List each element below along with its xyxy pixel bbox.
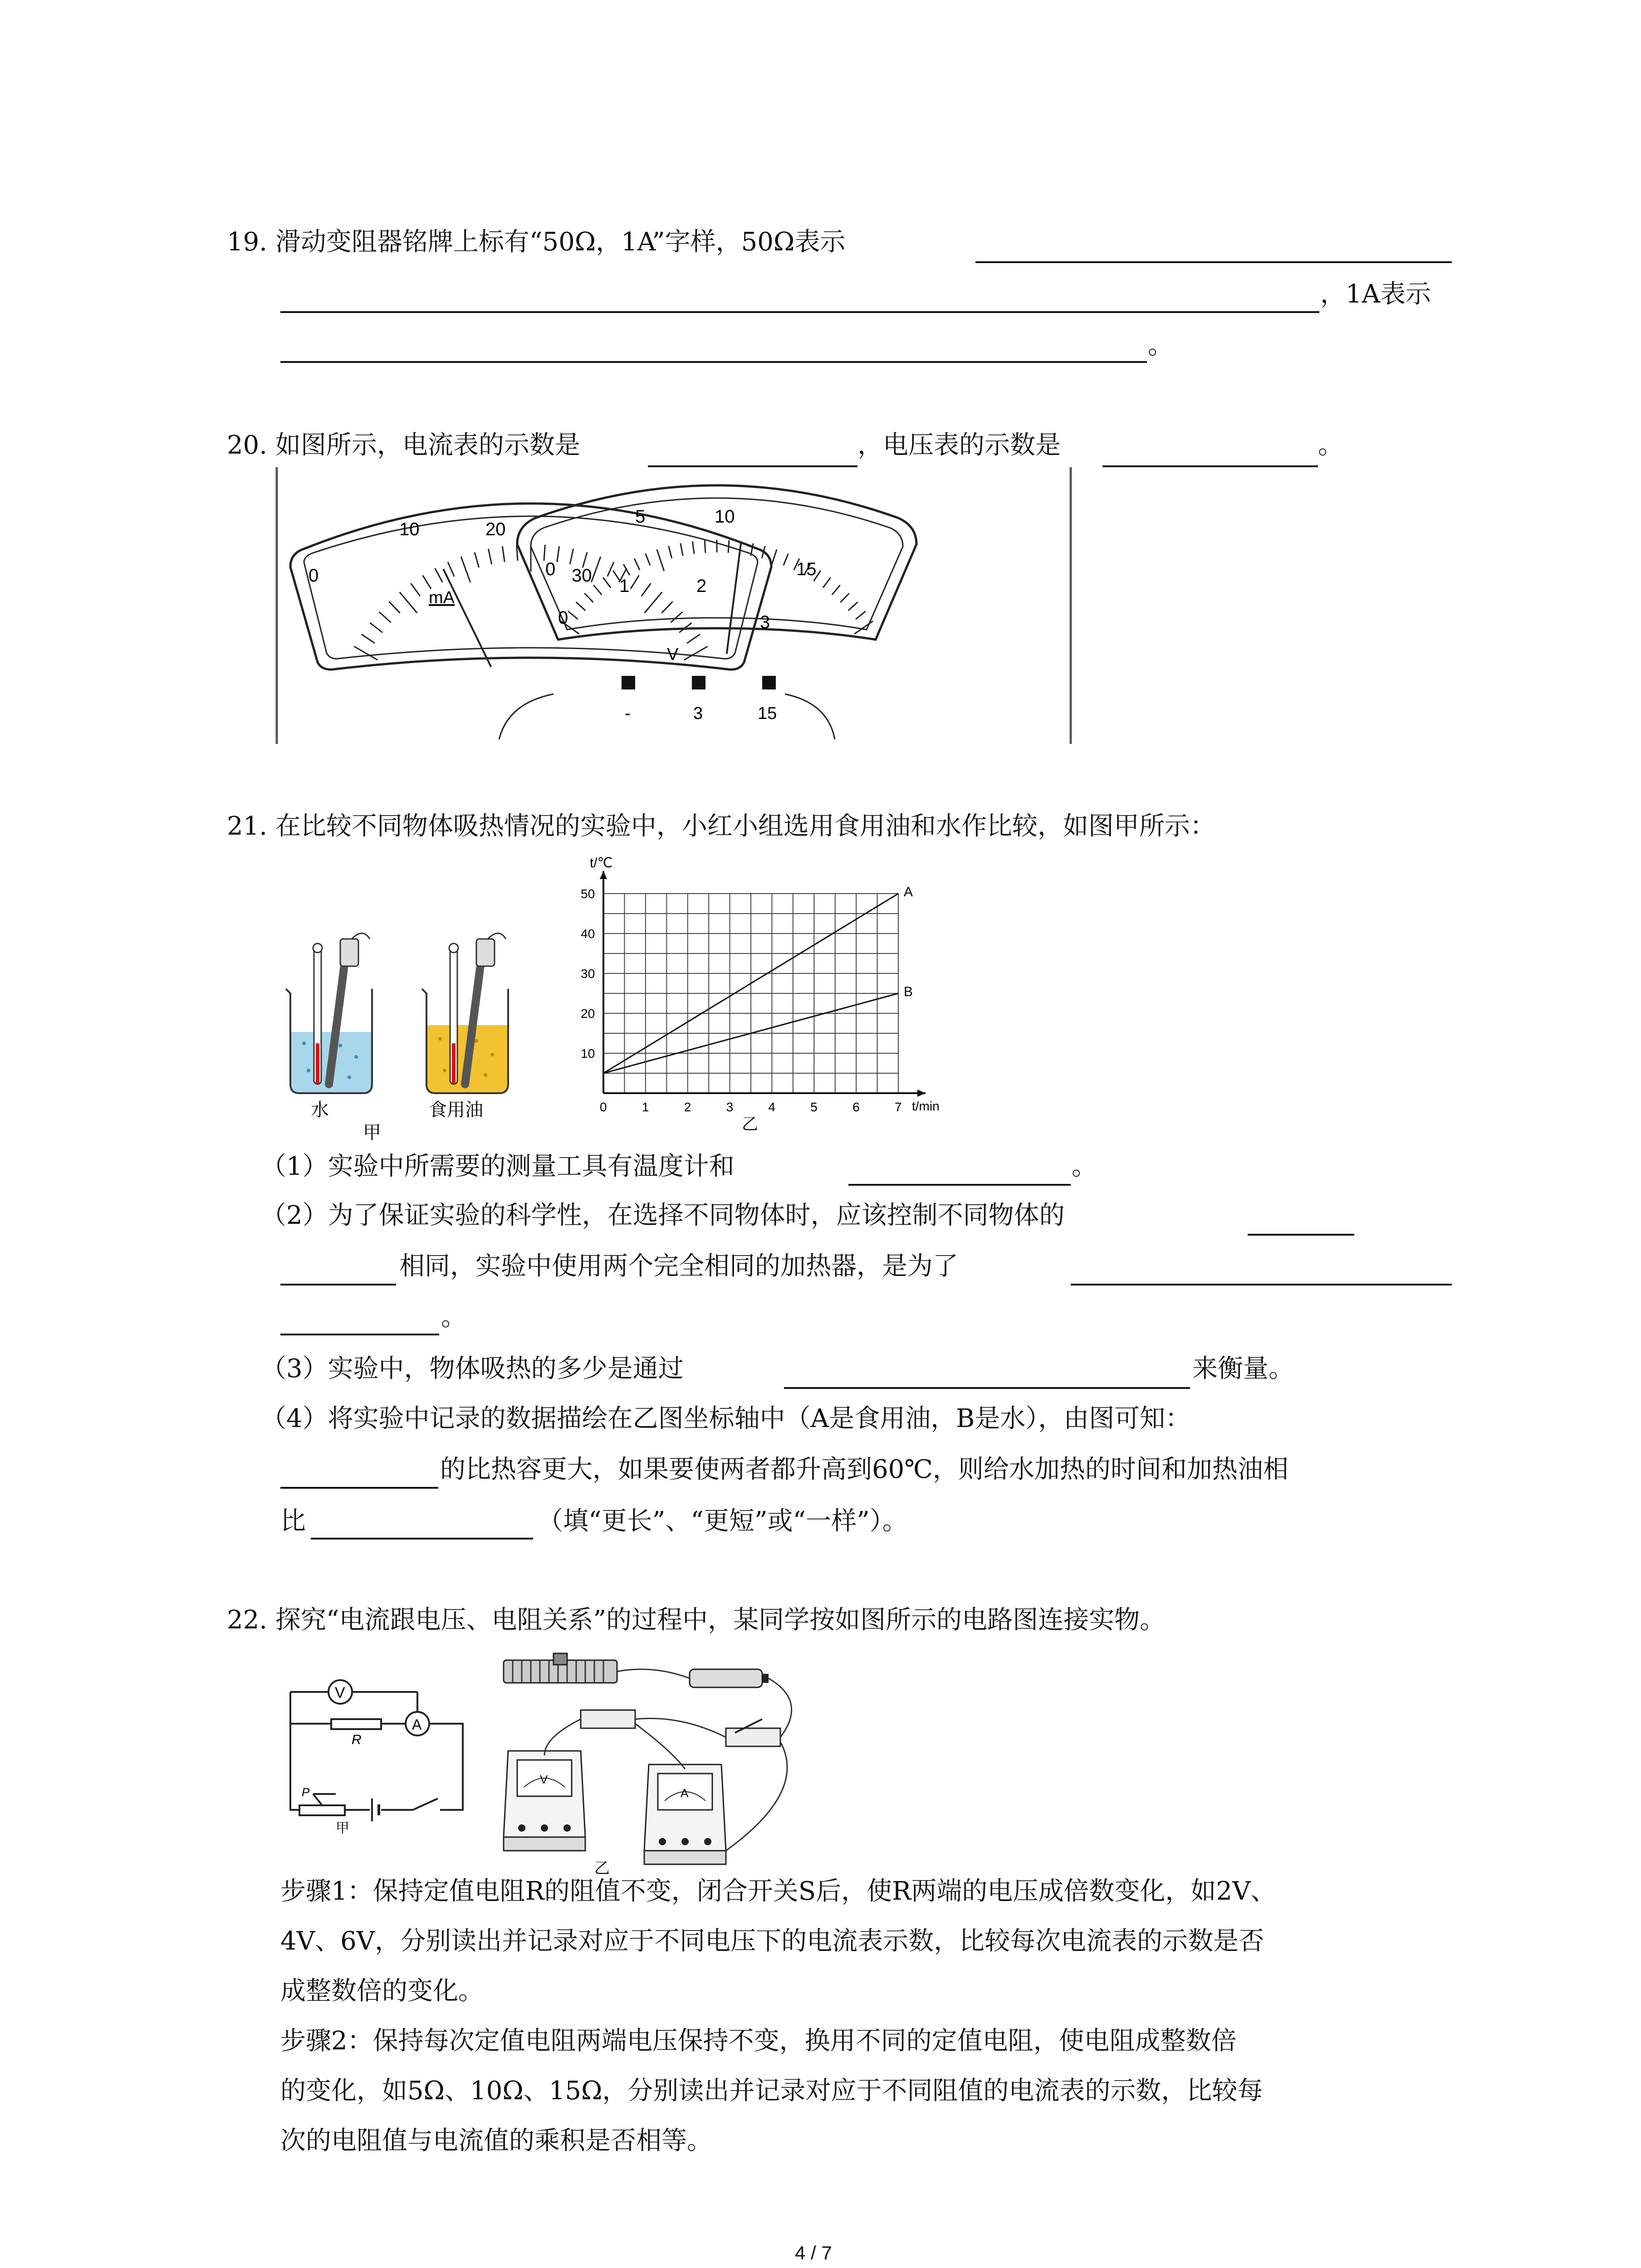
q19-blank-3[interactable] bbox=[280, 361, 1147, 363]
voltmeter-terminal-neg-icon[interactable] bbox=[622, 676, 635, 689]
q21-p4-d: （填“更长”、“更短”或“一样”）。 bbox=[538, 1506, 908, 1536]
scale-tick bbox=[593, 585, 602, 595]
circuit-slider-label: P bbox=[302, 1785, 310, 1799]
q21-p4-c: 比 bbox=[280, 1506, 306, 1536]
scale-tick bbox=[461, 557, 470, 582]
svg-text:V: V bbox=[540, 1773, 548, 1786]
scale-tick bbox=[435, 568, 442, 582]
scale-tick bbox=[423, 575, 431, 589]
q21-p4-a: （4）将实验中记录的数据描绘在乙图坐标轴中（A是食用油，B是水），由图可知： bbox=[261, 1404, 1191, 1433]
scale-tick bbox=[584, 593, 593, 602]
y-tick-label: 10 bbox=[581, 1046, 595, 1061]
resistor-illustration bbox=[581, 1710, 635, 1728]
y-tick-label: 30 bbox=[581, 967, 595, 981]
ammeter-tick-20: 20 bbox=[485, 519, 506, 539]
voltmeter-terminal-3-icon[interactable] bbox=[692, 676, 705, 689]
q21-p1-b: 。 bbox=[1072, 1152, 1097, 1181]
ammeter-tick-30: 30 bbox=[572, 566, 592, 586]
chart-axes bbox=[600, 871, 926, 1097]
x-tick-label: 5 bbox=[810, 1100, 818, 1114]
q22-step2-line1: 步骤2：保持每次定值电阻两端电压保持不变，换用不同的定值电阻，使电阻成整数倍 bbox=[280, 2026, 1237, 2056]
fig-yi-caption: 乙 bbox=[742, 1114, 759, 1133]
scale-tick bbox=[370, 623, 382, 633]
scale-tick bbox=[645, 592, 662, 613]
q21-p1-a: （1）实验中所需要的测量工具有温度计和 bbox=[261, 1152, 735, 1181]
svg-text:A: A bbox=[681, 1786, 689, 1800]
x-tick-label: 6 bbox=[852, 1100, 860, 1114]
q22-physical-setup-figure bbox=[490, 1647, 817, 1877]
x-tick-label: 4 bbox=[768, 1100, 776, 1114]
q21-p3-a: （3）实验中，物体吸热的多少是通过 bbox=[261, 1354, 684, 1383]
y-tick-label: 40 bbox=[581, 927, 595, 941]
x-axis-arrow-icon bbox=[917, 1090, 926, 1097]
scale-tick bbox=[607, 562, 614, 577]
voltmeter-lower-tick-1: 1 bbox=[619, 576, 630, 596]
scale-tick bbox=[411, 583, 420, 596]
scale-tick bbox=[362, 634, 375, 643]
scale-tick bbox=[634, 558, 640, 570]
q21-p2-blank-2[interactable] bbox=[280, 1284, 396, 1286]
q21-intro: 21. 在比较不同物体吸热情况的实验中，小红小组选用食用油和水作比较，如图甲所示： bbox=[227, 811, 1215, 841]
scale-tick bbox=[642, 583, 651, 596]
q22-step2-line3: 次的电阻值与电流值的乘积是否相等。 bbox=[280, 2126, 712, 2156]
ammeter-illustration bbox=[644, 1765, 726, 1864]
q19-blank-2[interactable] bbox=[280, 311, 1319, 313]
voltmeter-terminal-3-label: 3 bbox=[693, 704, 703, 723]
scale-tick bbox=[568, 611, 578, 619]
voltmeter-terminal-15-icon[interactable] bbox=[762, 676, 776, 689]
q21-p2-b: 相同，实验中使用两个完全相同的加热器，是为了 bbox=[399, 1251, 958, 1281]
circuit-rheostat-icon bbox=[299, 1805, 345, 1815]
scale-tick bbox=[576, 602, 586, 611]
circuit-fig-jia-caption: 甲 bbox=[336, 1821, 349, 1836]
q22-step1-line2: 4V、6V，分别读出并记录对应于不同电压下的电流表示数，比较每次电流表的示数是否 bbox=[280, 1926, 1264, 1956]
voltmeter-terminal-15-label: 15 bbox=[758, 704, 777, 723]
q20-voltmeter-blank[interactable] bbox=[1102, 465, 1318, 467]
q20-text2: ，电压表的示数是 bbox=[857, 430, 1061, 460]
scale-tick bbox=[631, 575, 639, 589]
ammeter-tick-0: 0 bbox=[309, 566, 319, 586]
scale-tick bbox=[684, 646, 708, 660]
scale-tick bbox=[856, 611, 866, 619]
fig-jia-caption: 甲 bbox=[363, 1123, 381, 1143]
q22-step1-line3: 成整数倍的变化。 bbox=[280, 1976, 484, 2006]
chart-xlabel: t/min bbox=[912, 1099, 940, 1113]
setup-fig-yi-caption: 乙 bbox=[594, 1860, 610, 1877]
scale-tick bbox=[448, 562, 454, 577]
q21-p3-b: 来衡量。 bbox=[1192, 1354, 1294, 1383]
scale-tick bbox=[400, 592, 417, 613]
voltmeter bbox=[499, 485, 916, 739]
scale-tick bbox=[669, 546, 672, 558]
scale-tick bbox=[671, 612, 682, 622]
rheostat-illustration bbox=[504, 1653, 617, 1683]
scale-tick bbox=[840, 593, 849, 602]
temperature-time-chart bbox=[554, 855, 962, 1133]
y-axis-arrow-icon bbox=[600, 871, 607, 879]
q22-step1-line1: 步骤1：保持定值电阻R的阻值不变，闭合开关S后，使R两端的电压成倍数变化，如2V、 bbox=[280, 1877, 1276, 1906]
x-tick-label: 0 bbox=[600, 1100, 607, 1114]
scale-tick bbox=[570, 549, 573, 564]
q19-line3-end: 。 bbox=[1148, 331, 1173, 360]
q22-intro: 22. 探究“电流跟电压、电阻关系”的过程中，某同学按如图所示的电路图连接实物。 bbox=[227, 1605, 1166, 1635]
label-oil: 食用油 bbox=[429, 1100, 483, 1120]
chart-ylabel: t/℃ bbox=[590, 855, 613, 870]
q21-p4-blank-2[interactable] bbox=[311, 1538, 533, 1540]
scale-tick bbox=[661, 601, 672, 613]
circuit-ammeter-label: A bbox=[412, 1716, 422, 1733]
q21-p1-blank[interactable] bbox=[848, 1184, 1071, 1186]
series-label-A: A bbox=[904, 885, 913, 899]
label-water: 水 bbox=[311, 1100, 329, 1120]
x-tick-label: 3 bbox=[726, 1100, 734, 1114]
scale-tick bbox=[681, 543, 683, 556]
scale-tick bbox=[687, 634, 700, 643]
voltmeter-lower-tick-0: 0 bbox=[558, 608, 568, 628]
voltmeter-scale-ticks bbox=[561, 540, 873, 634]
scale-tick bbox=[544, 545, 545, 561]
scale-tick bbox=[502, 546, 505, 562]
voltmeter-terminal-neg-label: - bbox=[625, 704, 631, 723]
q22-circuit-diagram bbox=[281, 1674, 472, 1837]
voltmeter-unit: V bbox=[667, 645, 679, 664]
switch-illustration bbox=[726, 1728, 780, 1746]
scale-tick bbox=[728, 540, 729, 553]
q21-beakers-figure bbox=[277, 934, 531, 1143]
circuit-resistor-label: R bbox=[352, 1732, 362, 1747]
scale-tick bbox=[379, 612, 391, 622]
q19-blank-1[interactable] bbox=[975, 261, 1452, 263]
voltmeter-upper-tick-10: 10 bbox=[715, 507, 735, 527]
x-tick-label: 2 bbox=[684, 1100, 691, 1114]
scale-tick bbox=[354, 646, 377, 660]
q21-p2-blank-4[interactable] bbox=[280, 1334, 439, 1335]
q21-p2-blank-3[interactable] bbox=[1071, 1284, 1452, 1286]
q19-line1: 19. 滑动变阻器铭牌上标有“50Ω，1A”字样，50Ω表示 bbox=[227, 227, 846, 257]
circuit-voltmeter-label: V bbox=[335, 1684, 345, 1701]
y-tick-label: 20 bbox=[581, 1007, 595, 1021]
q20-meters-figure bbox=[272, 467, 1080, 748]
ammeter-needle bbox=[443, 569, 491, 667]
page-number: 4 / 7 bbox=[795, 2242, 832, 2263]
x-tick-label: 1 bbox=[642, 1100, 649, 1114]
ammeter-unit: mA bbox=[429, 588, 455, 607]
q21-p2-blank-1[interactable] bbox=[1248, 1234, 1354, 1236]
scale-tick bbox=[475, 552, 479, 567]
q21-p3-blank[interactable] bbox=[784, 1387, 1190, 1389]
scale-tick bbox=[784, 554, 788, 566]
chart-series bbox=[603, 885, 913, 1073]
oil-beaker bbox=[422, 934, 508, 1094]
q19-line2-end: ，1A表示 bbox=[1320, 279, 1431, 309]
y-tick-label: 50 bbox=[581, 887, 595, 901]
q20-text3: 。 bbox=[1318, 430, 1343, 460]
voltmeter-upper-tick-0: 0 bbox=[545, 559, 556, 579]
voltmeter-upper-tick-5: 5 bbox=[635, 507, 646, 527]
circuit-resistor-icon bbox=[331, 1719, 381, 1729]
scale-tick bbox=[646, 554, 650, 566]
scale-tick bbox=[591, 557, 601, 582]
scale-tick bbox=[389, 601, 400, 613]
voltmeter-lower-tick-2: 2 bbox=[696, 576, 707, 596]
voltmeter-upper-tick-15: 15 bbox=[796, 559, 817, 579]
q21-p4-b: 的比热容更大，如果要使两者都升高到60℃，则给水加热的时间和加热油相 bbox=[440, 1455, 1288, 1484]
voltmeter-illustration bbox=[504, 1751, 585, 1851]
q21-p4-blank-1[interactable] bbox=[280, 1487, 438, 1489]
ammeter-tick-10: 10 bbox=[399, 519, 420, 539]
x-tick-label: 7 bbox=[895, 1100, 902, 1114]
scale-tick bbox=[832, 585, 840, 595]
scale-tick bbox=[848, 602, 858, 611]
scale-tick bbox=[488, 549, 491, 564]
scale-tick bbox=[823, 577, 831, 587]
scale-tick bbox=[692, 541, 694, 554]
battery-illustration bbox=[690, 1669, 769, 1687]
series-label-B: B bbox=[904, 984, 913, 999]
scale-tick bbox=[657, 549, 664, 571]
chart-grid bbox=[603, 894, 898, 1093]
voltmeter-lower-tick-3: 3 bbox=[760, 612, 770, 632]
q21-p2-c: 。 bbox=[441, 1302, 466, 1332]
ammeter-scale-ticks bbox=[354, 544, 707, 660]
q22-step2-line2: 的变化，如5Ω、10Ω、15Ω，分别读出并记录对应于不同阻值的电流表的示数，比较每 bbox=[280, 2076, 1263, 2106]
scale-tick bbox=[557, 546, 559, 562]
water-beaker bbox=[286, 934, 372, 1094]
q20-text1: 20. 如图所示，电流表的示数是 bbox=[227, 430, 580, 460]
scale-tick bbox=[603, 577, 611, 587]
q21-p2-a: （2）为了保证实验的科学性，在选择不同物体时，应该控制不同物体的 bbox=[261, 1201, 1065, 1230]
